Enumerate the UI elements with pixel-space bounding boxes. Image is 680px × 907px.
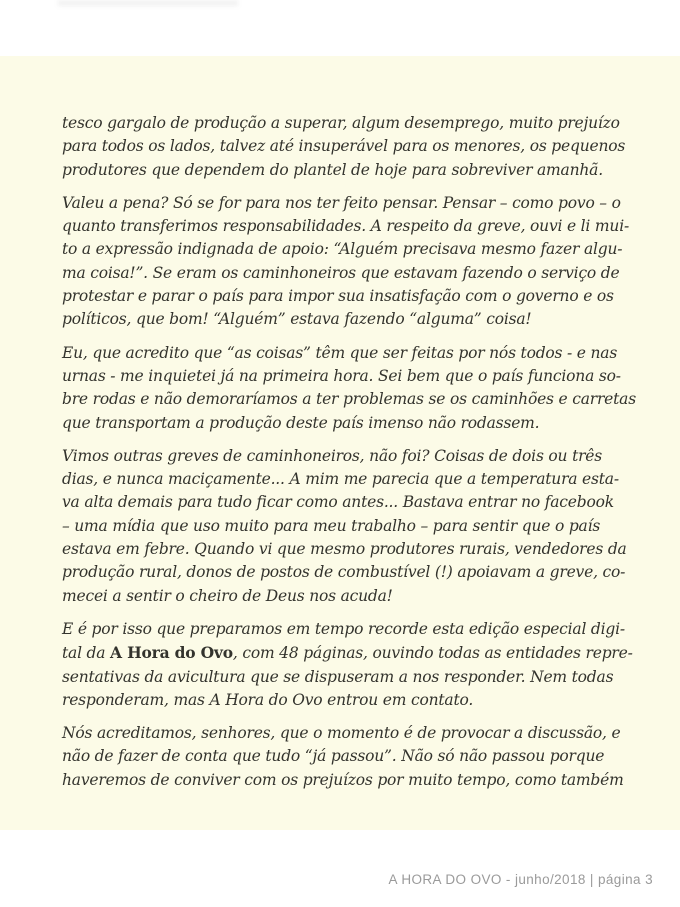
paragraph — [62, 722, 642, 792]
text-line: sentativas da avicultura que se dispuseram a nos responder. Nem todas — [62, 667, 614, 686]
text-line: políticos, que bom! “Alguém” estava fazendo “alguma” coisa! — [62, 310, 532, 329]
text-line: Vimos outras greves de caminhoneiros, não foi? Coisas de dois ou três — [62, 446, 603, 465]
text-line: ma coisa!”. Se eram os caminhoneiros que estavam fazendo o serviço de — [62, 263, 620, 282]
text-line: quanto transferimos responsabilidades. A respeito da greve, ouvi e li mui- — [62, 217, 629, 236]
page-footer: A HORA DO OVO - junho/2018 | página 3 — [388, 872, 653, 887]
text-line: responderam, mas A Hora do Ovo entrou em contato. — [62, 690, 474, 709]
text-line: não de fazer de conta que tudo “já passou”. Não só não passou porque — [62, 747, 605, 766]
text-line: bre rodas e não demoraríamos a ter problemas se os caminhões e carretas — [62, 390, 636, 409]
text-line: dias, e nunca maciçamente... A mim me parecia que a temperatura esta- — [62, 470, 619, 489]
text-line: tal da A Hora do Ovo, com 48 páginas, ouvindo todas as entidades repre- — [62, 643, 633, 663]
text-line: que transportam a produção deste país imenso não rodassem. — [62, 413, 540, 432]
text-line: Valeu a pena? Só se for para nos ter feito pensar. Pensar – como povo – o — [62, 193, 621, 212]
text-line: protestar e parar o país para impor sua insatisfação com o governo e os — [62, 287, 614, 306]
text-line: va alta demais para tudo ficar como antes... Bastava entrar no facebook — [62, 493, 614, 512]
text-line: estava em febre. Quando vi que mesmo produtores rurais, vendedores da — [62, 540, 627, 559]
text-line: – uma mídia que uso muito para meu trabalho – para sentir que o país — [62, 516, 601, 535]
text-line: Nós acreditamos, senhores, que o momento é de provocar a discussão, e — [62, 724, 621, 743]
text-line: produção rural, donos de postos de combustível (!) apoiavam a greve, co- — [62, 563, 626, 582]
paragraph — [62, 112, 642, 182]
text-line: para todos os lados, talvez até insuperável para os menores, os pequenos — [62, 137, 626, 156]
text-line: haveremos de conviver com os prejuízos por muito tempo, como também — [62, 770, 624, 789]
magazine-page-sheet — [0, 56, 680, 830]
paragraph — [62, 342, 642, 435]
paragraph — [62, 192, 642, 332]
text-line: produtores que dependem do plantel de hoje para sobreviver amanhã. — [62, 160, 603, 179]
article-body — [62, 112, 642, 802]
text-line: Eu, que acredito que “as coisas” têm que ser feitas por nós todos - e nas — [62, 343, 618, 362]
paragraph — [62, 445, 642, 608]
text-line: tesco gargalo de produção a superar, algum desemprego, muito prejuízo — [62, 114, 620, 132]
magazine-name-bold: A Hora do Ovo — [110, 643, 233, 663]
text-line: mecei a sentir o cheiro de Deus nos acuda! — [62, 586, 393, 605]
text-line: to a expressão indignada de apoio: “Alguém precisava mesmo fazer algu- — [62, 240, 623, 259]
page-edge-artifact — [58, 0, 238, 6]
text-line: E é por isso que preparamos em tempo recorde esta edição especial digi- — [62, 619, 625, 638]
paragraph — [62, 618, 642, 712]
text-line: urnas - me inquietei já na primeira hora. Sei bem que o país funciona so- — [62, 366, 621, 385]
